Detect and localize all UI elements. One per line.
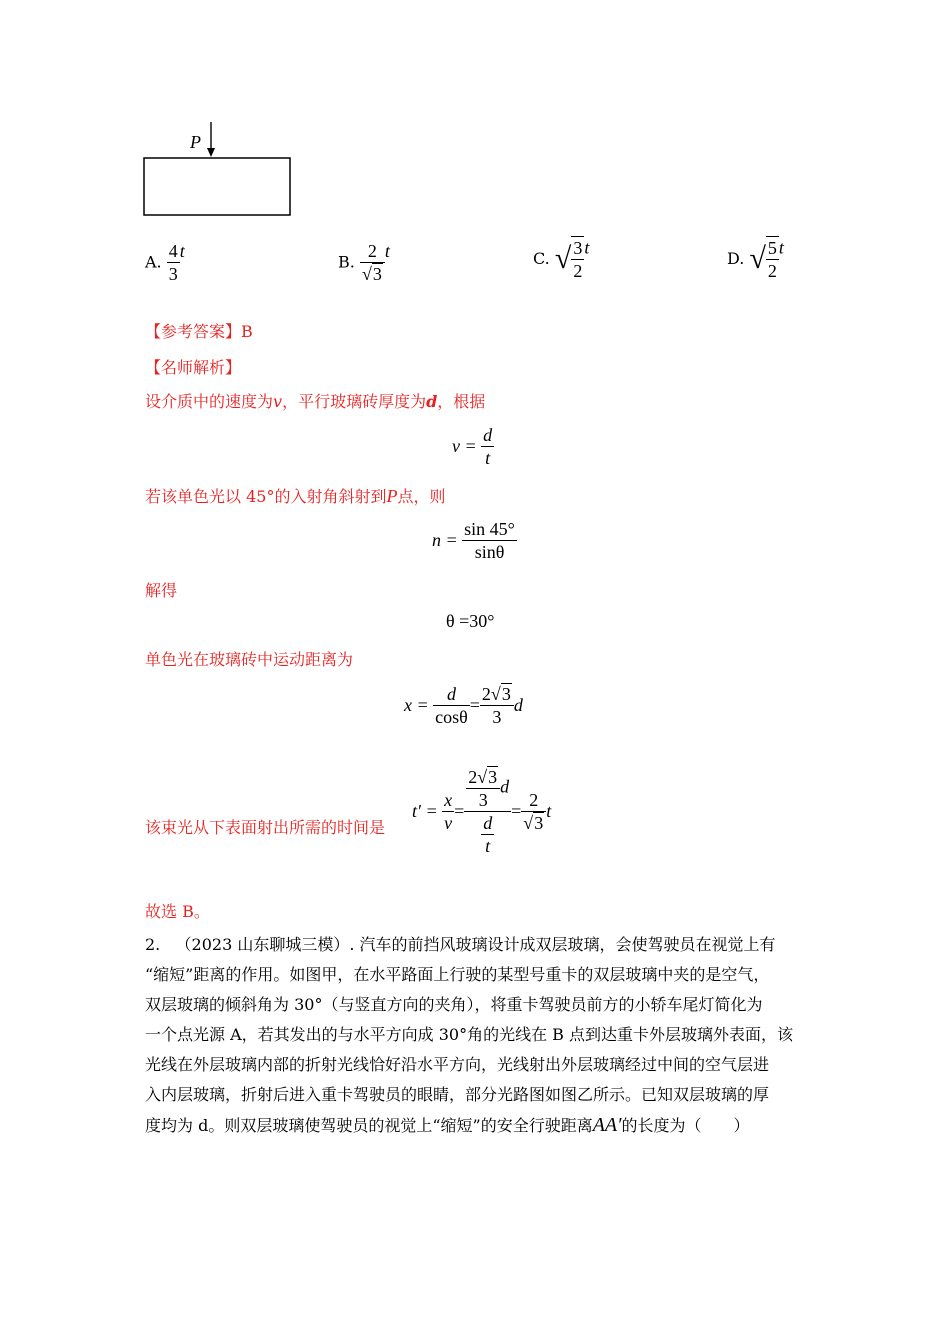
option-letter: D. bbox=[727, 249, 745, 268]
analysis-line-4: 单色光在玻璃砖中运动距离为 bbox=[145, 650, 354, 669]
fraction: $\frac{4}{3}$ bbox=[168, 241, 178, 284]
analysis-label: 【名师解析】 bbox=[145, 358, 242, 377]
option-a[interactable]: A. $\frac{4}{3}$ t bbox=[145, 241, 185, 284]
option-letter: C. bbox=[533, 249, 550, 268]
equation-angle: θ =30° bbox=[446, 611, 495, 631]
equation-refraction: n = $\frac{\sin 45^\circ}{\sin\theta}$ bbox=[432, 519, 515, 562]
point-p-label: P bbox=[190, 132, 201, 152]
conclusion: 故选 B。 bbox=[145, 902, 210, 921]
analysis-line-2: 若该单色光以 45°的入射角斜射到P点，则 bbox=[145, 486, 446, 506]
fraction: $\frac{2}{√3}$ bbox=[360, 240, 385, 285]
option-d[interactable]: D. √ $\frac{5}{2}$ t bbox=[727, 237, 784, 281]
option-letter: A. bbox=[145, 252, 162, 272]
equation-velocity: v = $\frac{d}{t}$ bbox=[452, 425, 493, 468]
option-c[interactable]: C. √ $\frac{3}{2}$ t bbox=[533, 237, 590, 281]
incident-arrow-head bbox=[207, 148, 215, 157]
glass-brick-rect bbox=[144, 158, 290, 215]
equation-distance: x = $\frac{d}{\cos\theta}$ = $\frac{2√3}{3}$ d bbox=[404, 684, 523, 727]
equation-time: t′ = $\frac{x}{v}$ = $\frac{2√3}{3}$ d $\frac{d}{t}$ = $\frac{2}{√3}$ t bbox=[412, 767, 552, 856]
fraction: $\frac{3}{2}$ bbox=[573, 238, 583, 281]
analysis-line-3: 解得 bbox=[145, 581, 178, 600]
glass-brick-figure bbox=[140, 118, 300, 220]
fraction: $\frac{5}{2}$ bbox=[767, 238, 777, 281]
analysis-line-1: 设介质中的速度为v，平行玻璃砖厚度为d，根据 bbox=[145, 392, 486, 411]
option-b[interactable]: B. $\frac{2}{√3}$ t bbox=[338, 241, 390, 284]
option-letter: B. bbox=[338, 252, 355, 272]
question-2: 2. （2023 山东聊城三模）. 汽车的前挡风玻璃设计成双层玻璃，会使驾驶员在视觉上有 “缩短”距离的作用。如图甲，在水平路面上行驶的某型号重卡的双层玻璃中夹的是空气， 双层玻璃的倾斜角为 30°（与竖直方向的夹角），将重卡驾驶员前方的小轿车尾灯简化为 一个点光源 A，若其发出的与水平方向成 30°角的光线在 B 点到达重卡外层玻璃外表面，该 光线在外层玻璃内部的折射光线恰好沿水平方向，光线射出外层玻璃经过中间的空气层进 入内层玻璃，折射后进入重卡驾驶员的眼睛，部分光路图如图乙所示。已知双层玻璃的厚 度均为 d。则双层玻璃使驾驶员的视觉上“缩短”的安全行驶距离AA′的长度为（ ） bbox=[145, 935, 794, 1136]
reference-answer: 【参考答案】B bbox=[145, 322, 253, 341]
analysis-line-5: 该束光从下表面射出所需的时间是 bbox=[145, 818, 386, 837]
